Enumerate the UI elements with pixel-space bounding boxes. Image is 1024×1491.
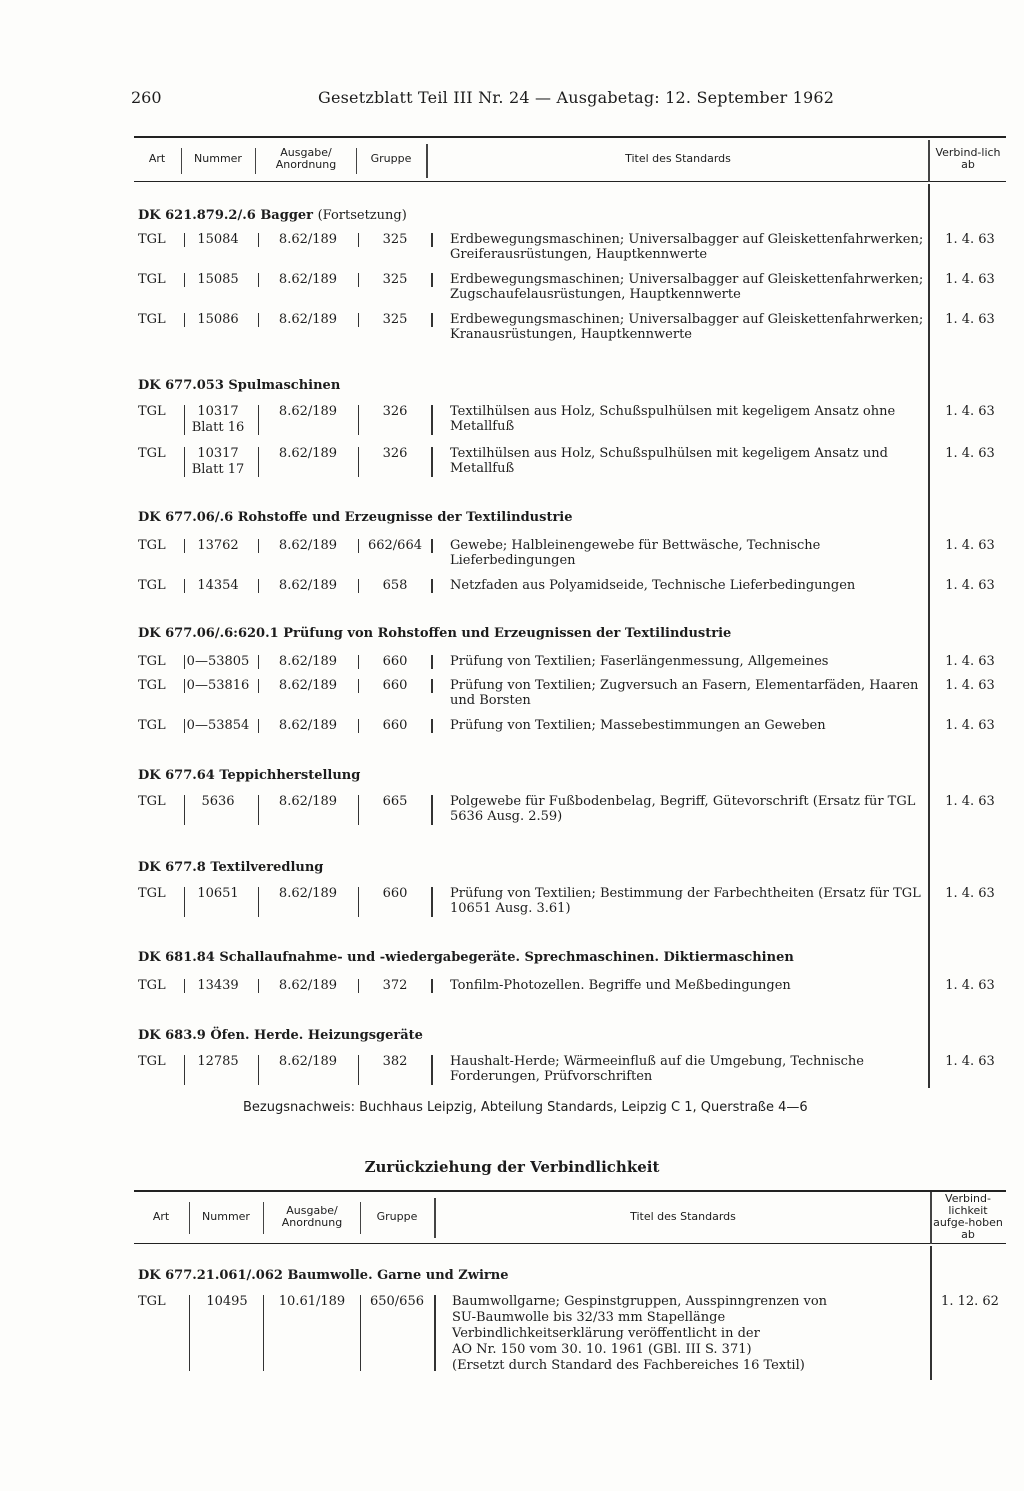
titel-cell: Erdbewegungsmaschinen; Universalbagger auf Gleiskettenfahrwerken; Zugschaufelausrüstungen, Hauptkennwerte: [450, 272, 924, 302]
nummer-cell: 0—53805: [186, 654, 250, 669]
nummer-cell: 5636: [201, 794, 235, 809]
ausgabe-cell: 8.62/189: [278, 886, 338, 901]
verbindlich-cell: 1. 4. 63: [945, 404, 995, 419]
standards-table: [134, 136, 1006, 1088]
running-title: Gesetzblatt Teil III Nr. 24 — Ausgabetag: 12. September 1962: [318, 88, 835, 107]
verbindlich-cell: 1. 4. 63: [945, 654, 995, 669]
nummer-cell: 14354: [197, 578, 239, 593]
table-header-rule: [134, 181, 1006, 182]
art-cell: TGL: [138, 718, 166, 733]
ausgabe-cell: 8.62/189: [278, 718, 338, 733]
verbindlich-cell: 1. 4. 63: [945, 538, 995, 553]
verbindlich-cell: 1. 4. 63: [945, 578, 995, 593]
nummer-cell: 10651: [197, 886, 239, 901]
col-header-art: Art: [148, 152, 166, 165]
verbindlich-cell: 1. 4. 63: [945, 446, 995, 461]
art-cell: TGL: [138, 312, 166, 327]
titel-cell: Netzfaden aus Polyamidseide, Technische Lieferbedingungen: [450, 578, 856, 593]
nummer-cell: 10495: [206, 1294, 248, 1309]
titel-cell: Prüfung von Textilien; Zugversuch an Fasern, Elementarfäden, Haaren und Borsten: [450, 678, 919, 708]
titel-cell: Polgewebe für Fußbodenbelag, Begriff, Gütevorschrift (Ersatz für TGL 5636 Ausg. 2.59): [450, 794, 916, 824]
verbindlich-cell: 1. 4. 63: [945, 794, 995, 809]
nummer-cell: 0—53854: [186, 718, 250, 733]
titel-cell: Prüfung von Textilien; Bestimmung der Farbechtheiten (Ersatz für TGL 10651 Ausg. 3.61): [450, 886, 921, 916]
verbindlich-cell: 1. 4. 63: [945, 232, 995, 247]
section-heading: DK 677.06/.6 Rohstoffe und Erzeugnisse der Textilindustrie: [138, 510, 573, 525]
titel-cell: Prüfung von Textilien; Massebestimmungen an Geweben: [450, 718, 826, 733]
ausgabe-cell: 8.62/189: [278, 978, 338, 993]
titel-cell: Erdbewegungsmaschinen; Universalbagger auf Gleiskettenfahrwerken; Greiferausrüstungen, Hauptkennwerte: [450, 232, 924, 262]
gruppe-cell: 660: [382, 886, 408, 901]
verbindlich-cell: 1. 4. 63: [945, 1054, 995, 1069]
gruppe-cell: 372: [382, 978, 408, 993]
art-cell: TGL: [138, 678, 166, 693]
ausgabe-cell: 8.62/189: [278, 312, 338, 327]
nummer-cell: 15085: [197, 272, 239, 287]
art-cell: TGL: [138, 446, 166, 461]
art-cell: TGL: [138, 794, 166, 809]
bezugsnachweis: Bezugsnachweis: Buchhaus Leipzig, Abteilung Standards, Leipzig C 1, Querstraße 4—6: [243, 1100, 808, 1115]
section-heading: DK 683.9 Öfen. Herde. Heizungsgeräte: [138, 1028, 423, 1043]
gruppe-cell: 665: [382, 794, 408, 809]
nummer-sheet-cell: Blatt 17: [191, 462, 245, 477]
nummer-cell: 10317: [197, 446, 239, 461]
ausgabe-cell: 8.62/189: [278, 1054, 338, 1069]
col-header-nummer: Nummer: [194, 152, 242, 165]
nummer-cell: 0—53816: [186, 678, 250, 693]
ausgabe-cell: 8.62/189: [278, 538, 338, 553]
art-cell: TGL: [138, 578, 166, 593]
titel-line: Verbindlichkeitserklärung veröffentlicht in der: [452, 1326, 760, 1341]
art-cell: TGL: [138, 978, 166, 993]
table-header-rule: [134, 1243, 1006, 1244]
gruppe-cell: 325: [382, 232, 408, 247]
ausgabe-cell: 8.62/189: [278, 654, 338, 669]
col-header-gruppe: Gruppe: [370, 152, 412, 165]
titel-line: SU-Baumwolle bis 32/33 mm Stapellänge: [452, 1310, 726, 1325]
table-row: [134, 404, 1006, 438]
gruppe-cell: 325: [382, 312, 408, 327]
art-cell: TGL: [138, 272, 166, 287]
gruppe-cell: 660: [382, 654, 408, 669]
ausgabe-cell: 8.62/189: [278, 794, 338, 809]
ausgabe-cell: 8.62/189: [278, 232, 338, 247]
ausgabe-cell: 8.62/189: [278, 578, 338, 593]
gruppe-cell: 326: [382, 404, 408, 419]
verbindlich-cell: 1. 12. 62: [941, 1294, 999, 1309]
section-heading: DK 677.06/.6:620.1 Prüfung von Rohstoffen und Erzeugnissen der Textilindustrie: [138, 626, 732, 641]
art-cell: TGL: [138, 232, 166, 247]
col-header-titel: Titel des Standards: [630, 1210, 736, 1223]
nummer-cell: 15084: [197, 232, 239, 247]
col-header-gruppe: Gruppe: [376, 1210, 418, 1223]
titel-cell: Tonfilm-Photozellen. Begriffe und Meßbedingungen: [450, 978, 791, 993]
ausgabe-cell: 8.62/189: [278, 446, 338, 461]
section-heading: DK 677.8 Textilveredlung: [138, 860, 324, 875]
titel-cell: Prüfung von Textilien; Faserlängenmessung, Allgemeines: [450, 654, 829, 669]
verbindlich-cell: 1. 4. 63: [945, 272, 995, 287]
section-title-zurueckziehung: Zurückziehung der Verbindlichkeit: [364, 1158, 660, 1176]
gruppe-cell: 660: [382, 718, 408, 733]
art-cell: TGL: [138, 1054, 166, 1069]
verbindlich-cell: 1. 4. 63: [945, 718, 995, 733]
titel-line: AO Nr. 150 vom 30. 10. 1961 (GBl. III S. 371): [452, 1342, 752, 1357]
section-heading: DK 681.84 Schallaufnahme- und -wiedergabegeräte. Sprechmaschinen. Diktiermaschinen: [138, 950, 794, 965]
art-cell: TGL: [138, 886, 166, 901]
titel-line: (Ersetzt durch Standard des Fachbereiches 16 Textil): [452, 1358, 805, 1373]
titel-cell: Textilhülsen aus Holz, Schußspulhülsen mit kegeligem Ansatz ohne Metallfuß: [450, 404, 896, 434]
nummer-cell: 10317: [197, 404, 239, 419]
gruppe-cell: 382: [382, 1054, 408, 1069]
col-header-titel: Titel des Standards: [625, 152, 731, 165]
section-heading: DK 677.64 Teppichherstellung: [138, 768, 361, 783]
col-header-art: Art: [152, 1210, 170, 1223]
gruppe-cell: 658: [382, 578, 408, 593]
section-heading: DK 677.053 Spulmaschinen: [138, 378, 341, 393]
titel-cell: Erdbewegungsmaschinen; Universalbagger auf Gleiskettenfahrwerken; Kranausrüstungen, Hauptkennwerte: [450, 312, 924, 342]
nummer-cell: 12785: [197, 1054, 239, 1069]
titel-cell: Textilhülsen aus Holz, Schußspulhülsen mit kegeligem Ansatz und Metallfuß: [450, 446, 888, 476]
section-heading: DK 621.879.2/.6 Bagger (Fortsetzung): [138, 208, 407, 223]
verbindlich-cell: 1. 4. 63: [945, 312, 995, 327]
verbindlich-cell: 1. 4. 63: [945, 978, 995, 993]
withdrawal-table: [134, 1190, 1006, 1380]
titel-cell: Haushalt-Herde; Wärmeeinfluß auf die Umgebung, Technische Forderungen, Prüfvorschriften: [450, 1054, 864, 1084]
section-heading: DK 677.21.061/.062 Baumwolle. Garne und Zwirne: [138, 1268, 509, 1283]
col-header-ausgabe: Ausgabe/ Anordnung: [275, 146, 337, 171]
col-header-verbindlich: Verbind-lichkeit aufge-hoben ab: [933, 1192, 1003, 1241]
gruppe-cell: 662/664: [367, 538, 422, 553]
gruppe-cell: 325: [382, 272, 408, 287]
page-number: 260: [131, 88, 162, 107]
nummer-cell: 13762: [197, 538, 239, 553]
nummer-cell: 13439: [197, 978, 239, 993]
gruppe-cell: 326: [382, 446, 408, 461]
ausgabe-cell: 8.62/189: [278, 678, 338, 693]
art-cell: TGL: [138, 404, 166, 419]
verbindlich-cell: 1. 4. 63: [945, 678, 995, 693]
ausgabe-cell: 8.62/189: [278, 272, 338, 287]
col-header-nummer: Nummer: [202, 1210, 250, 1223]
ausgabe-cell: 8.62/189: [278, 404, 338, 419]
art-cell: TGL: [138, 1294, 166, 1309]
col-header-ausgabe: Ausgabe/ Anordnung: [281, 1204, 343, 1229]
gruppe-cell: 660: [382, 678, 408, 693]
gruppe-cell: 650/656: [369, 1294, 424, 1309]
nummer-sheet-cell: Blatt 16: [191, 420, 245, 435]
col-header-verbindlich: Verbind-lich ab: [935, 146, 1001, 171]
titel-cell: Gewebe; Halbleinengewebe für Bettwäsche, Technische Lieferbedingungen: [450, 538, 821, 568]
art-cell: TGL: [138, 538, 166, 553]
art-cell: TGL: [138, 654, 166, 669]
titel-line: Baumwollgarne; Gespinstgruppen, Ausspinngrenzen von: [452, 1294, 828, 1309]
table-row: [134, 1294, 1006, 1374]
table-row: [134, 446, 1006, 480]
nummer-cell: 15086: [197, 312, 239, 327]
verbindlich-cell: 1. 4. 63: [945, 886, 995, 901]
ausgabe-cell: 10.61/189: [278, 1294, 346, 1309]
